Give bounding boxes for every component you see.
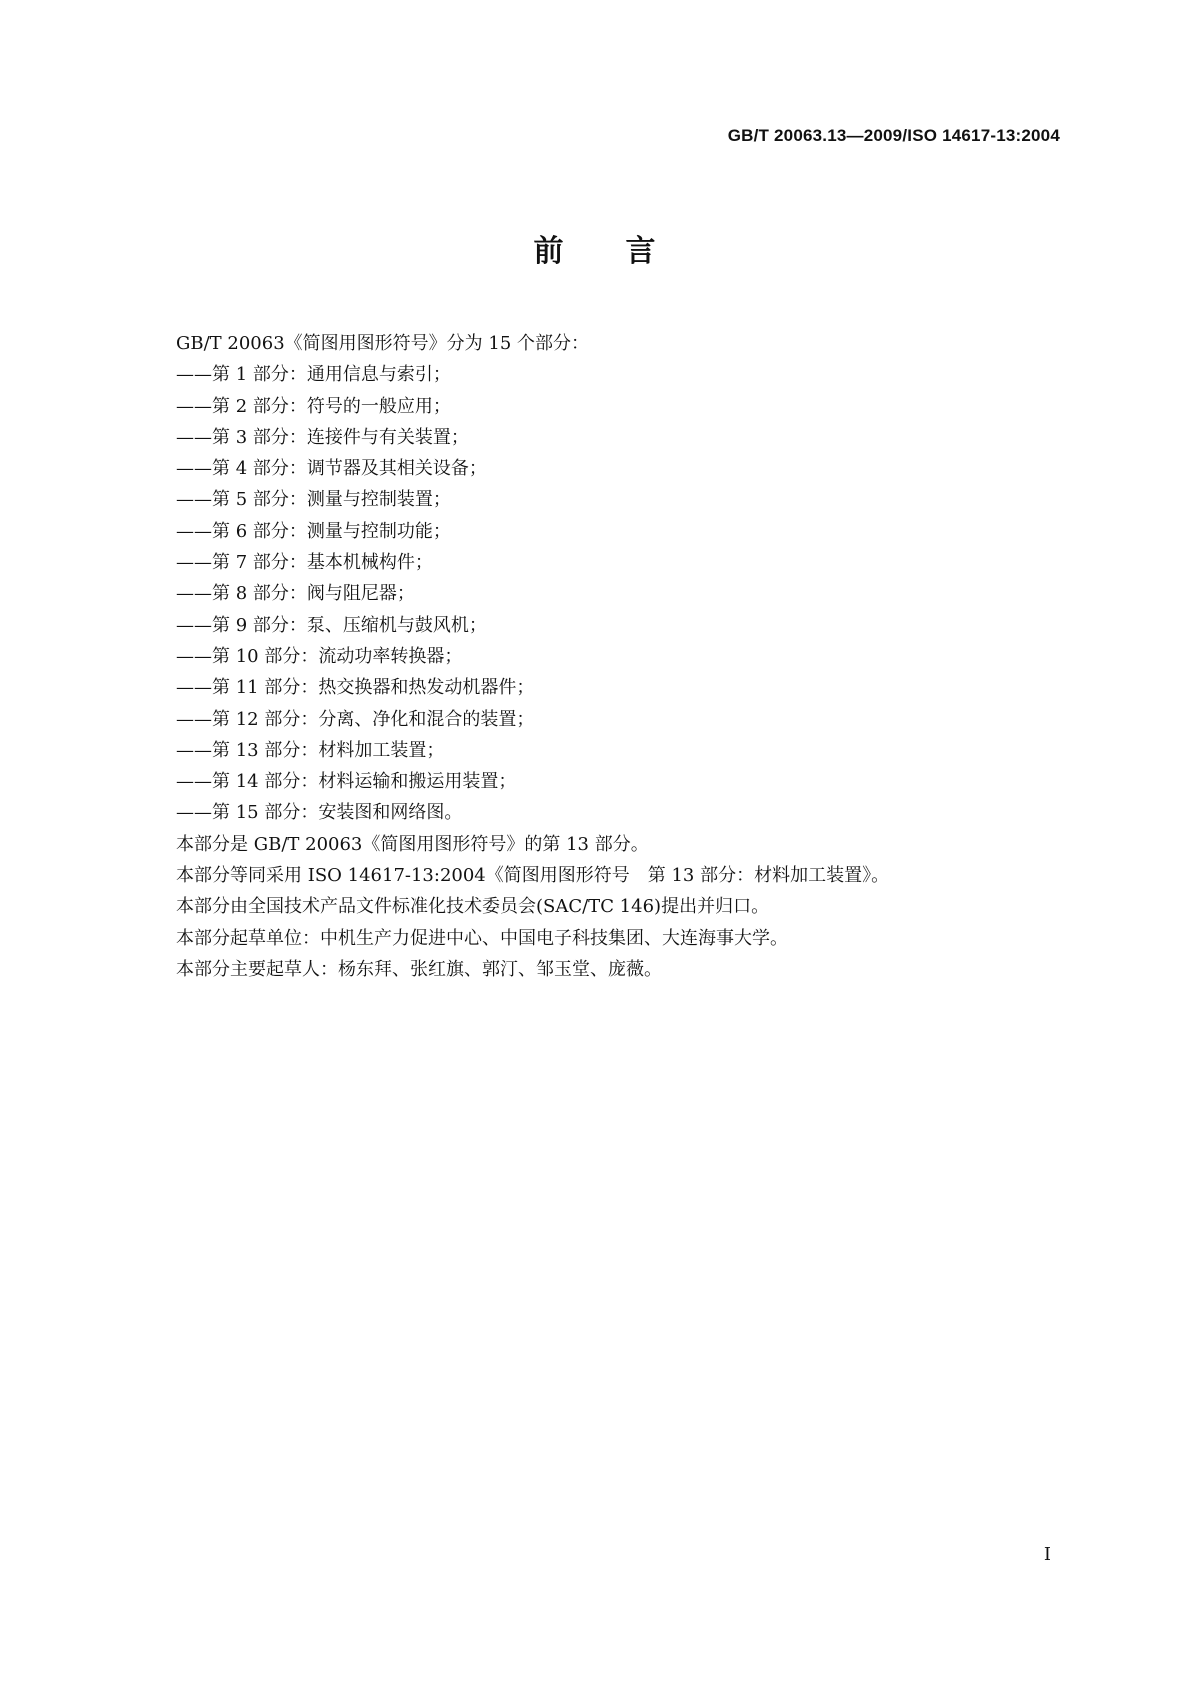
title-char-1: 前: [533, 234, 566, 269]
statement-line: 本部分等同采用 ISO 14617-13:2004《简图用图形符号 第 13 部分：材料加工装置》。: [176, 865, 890, 887]
page-number: I: [1043, 1544, 1051, 1565]
page-title: [0, 226, 1191, 270]
part-list-item: ——第 2 部分：符号的一般应用；: [176, 395, 451, 417]
part-list-item: ——第 6 部分：测量与控制功能；: [176, 520, 451, 542]
part-list-item: ——第 10 部分：流动功率转换器；: [176, 645, 463, 667]
foreword-body: [176, 328, 1056, 985]
standard-number-header: GB/T 20063.13—2009/ISO 14617-13:2004: [727, 126, 1060, 145]
part-list-item: ——第 8 部分：阀与阻尼器；: [176, 583, 415, 605]
title-char-2: 言: [625, 234, 658, 269]
part-list-item: ——第 4 部分：调节器及其相关设备；: [176, 458, 487, 480]
part-list-item: ——第 1 部分：通用信息与索引；: [176, 364, 451, 386]
part-list-item: ——第 13 部分：材料加工装置；: [176, 739, 445, 761]
part-list-item: ——第 15 部分：安装图和网络图。: [176, 802, 463, 824]
part-list-item: ——第 5 部分：测量与控制装置；: [176, 489, 451, 511]
part-list-item: ——第 9 部分：泵、压缩机与鼓风机；: [176, 614, 487, 636]
statement-line: 本部分主要起草人：杨东拜、张红旗、郭汀、邹玉堂、庞薇。: [176, 958, 662, 980]
part-list-item: ——第 3 部分：连接件与有关装置；: [176, 426, 469, 448]
part-list-item: ——第 14 部分：材料运输和搬运用装置；: [176, 771, 517, 793]
statement-line: 本部分起草单位：中机生产力促进中心、中国电子科技集团、大连海事大学。: [176, 927, 788, 949]
statement-line: 本部分是 GB/T 20063《简图用图形符号》的第 13 部分。: [176, 833, 649, 855]
statement-line: 本部分由全国技术产品文件标准化技术委员会(SAC/TC 146)提出并归口。: [176, 896, 770, 918]
part-list-item: ——第 11 部分：热交换器和热发动机器件；: [176, 677, 535, 699]
part-list-item: ——第 12 部分：分离、净化和混合的装置；: [176, 708, 535, 730]
intro-line: GB/T 20063《简图用图形符号》分为 15 个部分：: [176, 333, 590, 354]
part-list-item: ——第 7 部分：基本机械构件；: [176, 552, 433, 574]
